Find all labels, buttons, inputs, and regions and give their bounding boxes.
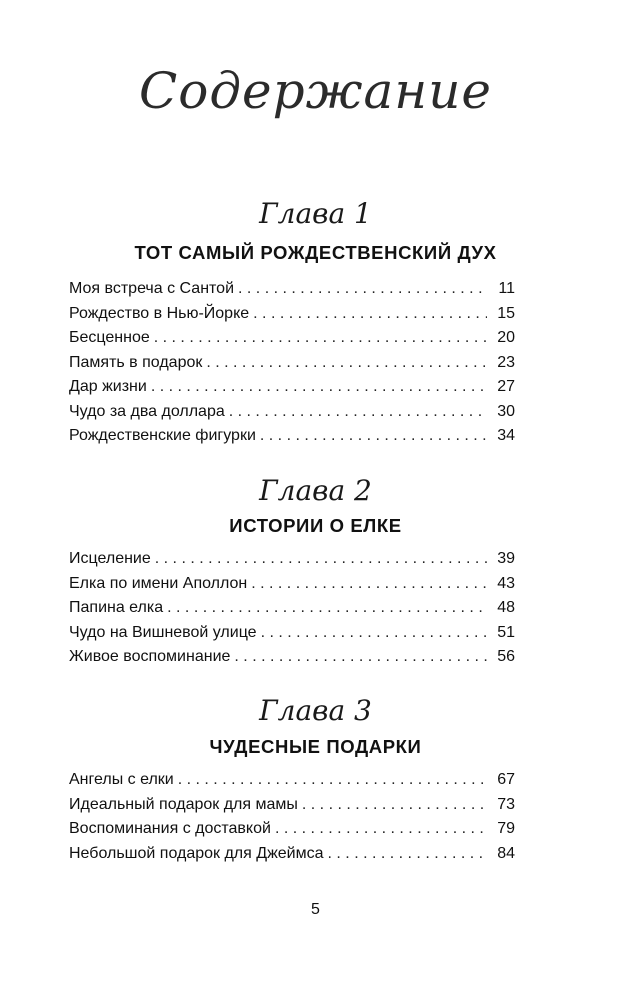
toc-entry-page: 79 — [497, 820, 515, 837]
toc-entry-page: 56 — [497, 648, 515, 665]
dot-leader — [238, 280, 487, 298]
toc-entry-title: Папина елка — [69, 599, 164, 616]
toc-entry-page: 67 — [497, 771, 515, 788]
dot-leader — [229, 403, 487, 421]
dot-leader — [167, 599, 487, 617]
dot-leader — [251, 575, 487, 593]
dot-leader — [154, 329, 487, 347]
toc-entry-title: Идеальный подарок для мамы — [69, 795, 298, 813]
chapter-3-toc — [69, 771, 515, 869]
toc-entry[interactable] — [69, 427, 515, 452]
chapter-1-label: Глава 1 — [259, 197, 372, 230]
toc-entry-page: 48 — [497, 599, 515, 616]
chapter-2-toc — [69, 550, 515, 673]
dot-leader — [178, 771, 487, 789]
toc-entry-page: 20 — [497, 329, 515, 346]
toc-entry[interactable] — [69, 820, 515, 845]
dot-leader — [328, 845, 487, 863]
toc-entry-title: Дар жизни — [69, 378, 147, 395]
dot-leader — [151, 378, 487, 396]
toc-entry[interactable] — [69, 378, 515, 403]
toc-entry-title: Живое воспоминание — [69, 648, 231, 665]
toc-entry[interactable] — [69, 550, 515, 575]
toc-entry[interactable] — [69, 624, 515, 649]
toc-entry-title: Рождественские фигурки — [69, 427, 256, 444]
toc-entry-page: 39 — [497, 550, 515, 567]
toc-entry[interactable] — [69, 354, 515, 379]
chapter-2-label: Глава 2 — [259, 474, 372, 507]
dot-leader — [275, 820, 487, 838]
toc-entry-title: Память в подарок — [69, 353, 203, 371]
dot-leader — [261, 624, 487, 642]
toc-entry-page: 51 — [497, 623, 515, 641]
toc-entry[interactable] — [69, 599, 515, 624]
toc-entry-title: Воспоминания с доставкой — [69, 820, 271, 837]
toc-entry-title: Ангелы с елки — [69, 771, 174, 788]
toc-entry[interactable] — [69, 329, 515, 354]
toc-entry-page: 34 — [497, 427, 515, 444]
toc-entry[interactable] — [69, 280, 515, 305]
chapter-1-name: ТОТ САМЫЙ РОЖДЕСТВЕНСКИЙ ДУХ — [134, 242, 497, 263]
toc-entry[interactable] — [69, 403, 515, 428]
dot-leader — [206, 354, 487, 372]
dot-leader — [234, 648, 487, 666]
toc-entry-title: Рождество в Нью-Йорке — [69, 304, 250, 322]
toc-entry[interactable] — [69, 575, 515, 600]
toc-entry-title: Елка по имени Аполлон — [69, 574, 248, 592]
toc-entry[interactable] — [69, 648, 515, 673]
toc-entry-page: 43 — [497, 574, 515, 592]
chapter-2-name: ИСТОРИИ О ЕЛКЕ — [229, 515, 402, 536]
toc-entry-title: Моя встреча с Сантой — [69, 280, 235, 297]
toc-entry[interactable] — [69, 796, 515, 821]
page-number: 5 — [311, 901, 320, 918]
dot-leader — [155, 550, 487, 568]
toc-entry-page: 73 — [497, 795, 515, 813]
toc-entry-title: Чудо за два доллара — [69, 402, 225, 420]
toc-entry[interactable] — [69, 305, 515, 330]
toc-entry-page: 30 — [497, 402, 515, 420]
toc-entry[interactable] — [69, 771, 515, 796]
dot-leader — [260, 427, 487, 445]
toc-entry-title: Исцеление — [69, 550, 151, 567]
toc-entry-page: 23 — [497, 353, 515, 371]
dot-leader — [302, 796, 487, 814]
chapter-3-label: Глава 3 — [259, 694, 372, 727]
chapter-1-toc — [69, 280, 515, 452]
toc-entry-page: 84 — [497, 844, 515, 862]
toc-entry-title: Чудо на Вишневой улице — [69, 623, 257, 641]
toc-entry[interactable] — [69, 845, 515, 870]
toc-entry-page: 27 — [497, 378, 515, 395]
chapter-3-name: ЧУДЕСНЫЕ ПОДАРКИ — [209, 736, 422, 757]
page-title: Содержание — [138, 62, 493, 120]
toc-entry-page: 11 — [498, 280, 515, 297]
toc-entry-title: Бесценное — [69, 329, 150, 346]
toc-entry-title: Небольшой подарок для Джеймса — [69, 844, 324, 862]
toc-entry-page: 15 — [497, 304, 515, 322]
dot-leader — [253, 305, 487, 323]
